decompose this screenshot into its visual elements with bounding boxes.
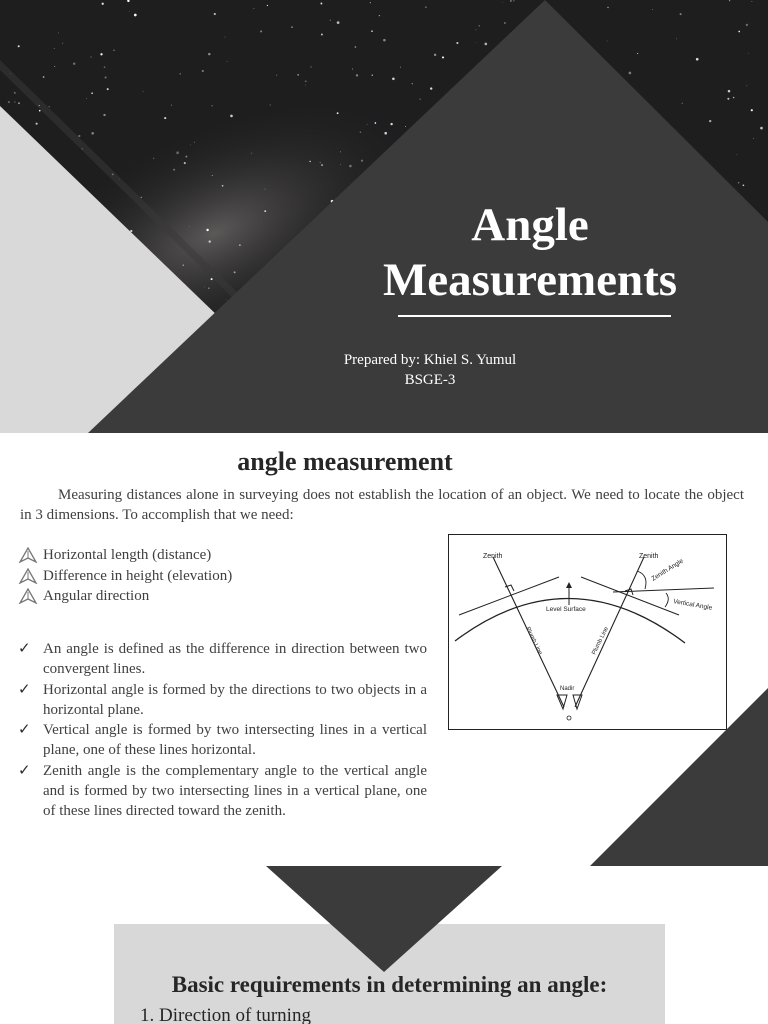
arrow-bullet-icon [18, 547, 38, 563]
checkmark-icon: ✓ [18, 762, 31, 779]
star [153, 158, 154, 159]
star [264, 210, 266, 212]
list-item [18, 586, 232, 607]
star [456, 42, 458, 44]
course: BSGE-3 [404, 372, 456, 388]
star [212, 175, 213, 176]
star [265, 189, 266, 190]
star [100, 53, 102, 55]
star [320, 162, 321, 163]
star [485, 43, 488, 46]
checkmark-icon: ✓ [18, 681, 31, 698]
list-item [16, 720, 427, 761]
list-item [16, 639, 427, 680]
star [309, 161, 310, 162]
star [349, 165, 352, 168]
star [58, 32, 59, 33]
star [90, 56, 91, 57]
star [340, 152, 341, 153]
list-item [16, 761, 427, 822]
star [209, 240, 211, 242]
star [134, 14, 137, 17]
need-item: Angular direction [43, 588, 150, 604]
star [390, 123, 392, 125]
needs-list [18, 545, 232, 607]
star [171, 105, 172, 106]
star [320, 3, 322, 5]
checkmark-icon: ✓ [18, 641, 31, 657]
star [367, 124, 368, 125]
star [43, 76, 45, 78]
star [130, 230, 132, 232]
star [73, 63, 75, 65]
star [384, 132, 387, 135]
plumb-line-right [575, 557, 644, 707]
star [371, 30, 373, 32]
star [420, 99, 421, 100]
star [753, 138, 754, 139]
star [746, 24, 748, 26]
star [728, 90, 731, 93]
star [104, 66, 106, 68]
star [355, 46, 357, 48]
star [291, 26, 293, 28]
star [105, 76, 107, 78]
need-item: Horizontal length (distance) [43, 547, 212, 563]
title-underline [398, 315, 671, 317]
angle-diagram [448, 534, 727, 730]
star [430, 87, 432, 89]
star [36, 123, 38, 125]
arrow-bullet-icon [18, 568, 38, 584]
star [260, 30, 262, 32]
requirement-item: 1. Direction of turning [140, 1005, 311, 1024]
checkmark-icon: ✓ [18, 722, 31, 739]
star [129, 11, 130, 12]
star [310, 66, 311, 67]
level-surface-label: Level Surface [546, 606, 586, 613]
star [737, 154, 738, 155]
star [182, 264, 184, 266]
star [727, 98, 729, 100]
star [276, 75, 277, 76]
star [412, 83, 413, 84]
star [676, 38, 677, 39]
star [189, 226, 190, 227]
star [729, 0, 730, 1]
star [234, 271, 236, 273]
star [91, 132, 94, 135]
star [204, 287, 205, 288]
star [372, 74, 373, 75]
star [267, 5, 268, 6]
star [652, 9, 653, 10]
star [164, 117, 166, 119]
star [206, 229, 208, 231]
star [184, 162, 186, 164]
star [502, 2, 503, 3]
star [227, 61, 228, 62]
star [208, 287, 210, 289]
star [375, 122, 377, 124]
star [15, 102, 16, 103]
zenith-right-label: Zenith [639, 553, 659, 560]
star [637, 53, 638, 54]
star [211, 278, 213, 280]
requirements-heading: Basic requirements in determining an angle: [171, 972, 608, 997]
star [305, 80, 307, 82]
content-slide [0, 433, 768, 1024]
star [751, 1, 752, 2]
star [18, 45, 20, 47]
star [190, 145, 191, 146]
star [442, 56, 444, 58]
star [14, 92, 16, 94]
star [434, 54, 436, 56]
star [214, 13, 216, 15]
star [352, 68, 353, 69]
star [54, 66, 55, 67]
star [738, 31, 740, 33]
star [733, 97, 735, 99]
star [222, 185, 224, 187]
star [270, 105, 271, 106]
star [230, 115, 233, 118]
star [305, 85, 306, 86]
star [208, 53, 210, 55]
star [748, 53, 749, 54]
plumb-right-label: Plumb Line [591, 626, 610, 656]
star [356, 74, 358, 76]
star [361, 160, 363, 162]
arrow-bullet-icon [18, 588, 38, 604]
star [321, 34, 323, 36]
star [211, 105, 212, 106]
definition-text: Vertical angle is formed by two intersecting lines in a vertical plane, one of these lines horizontal. [43, 722, 427, 759]
star [39, 110, 41, 112]
star [194, 142, 195, 143]
star [513, 0, 514, 1]
star [340, 164, 341, 165]
title-slide [0, 0, 768, 433]
star [102, 3, 104, 5]
star [91, 92, 93, 94]
star [226, 299, 227, 300]
list-item [16, 680, 427, 721]
star [476, 29, 477, 30]
prepared-by: Prepared by: Khiel S. Yumul [343, 352, 517, 368]
star [225, 37, 226, 38]
star [607, 41, 608, 42]
star [379, 15, 380, 16]
star [696, 58, 699, 61]
star [370, 2, 371, 3]
star [751, 109, 753, 111]
star [405, 126, 406, 127]
star [383, 39, 386, 42]
slide-heading: angle measurement [237, 447, 453, 476]
star [330, 20, 331, 21]
star [78, 135, 80, 137]
vertical-angle-label: Vertical Angle [672, 598, 713, 612]
star [746, 85, 747, 86]
intro-paragraph: Measuring distances alone in surveying does not establish the location of an object. We need to locate the object in 3 dimensions. To accomplish that we need: [20, 487, 744, 523]
star [629, 72, 632, 75]
star [113, 50, 114, 51]
star [504, 22, 506, 24]
star [360, 131, 361, 132]
star [400, 67, 401, 68]
title-line-1: Angle [471, 199, 589, 251]
star [478, 25, 479, 26]
star [202, 70, 204, 72]
list-item [18, 545, 232, 566]
star [176, 151, 179, 154]
star [185, 156, 187, 158]
title-line-2: Measurements [382, 254, 678, 306]
star [760, 127, 763, 130]
nadir-label: Nadir [560, 686, 575, 692]
star [179, 73, 180, 74]
star [143, 91, 144, 92]
star [743, 184, 745, 186]
star [738, 182, 739, 183]
list-item [18, 566, 232, 587]
star [682, 103, 683, 104]
plumb-left-label: Plumb Line [524, 626, 543, 656]
star [239, 244, 241, 246]
definition-text: Horizontal angle is formed by the directions to two objects in a horizontal plane. [43, 681, 427, 718]
zenith-left-label: Zenith [483, 553, 503, 560]
star [425, 7, 426, 8]
star [254, 8, 255, 9]
definition-text: An angle is defined as the difference in direction between two convergent lines. [43, 641, 427, 678]
star [86, 98, 87, 99]
star [54, 48, 55, 49]
star [62, 43, 63, 44]
star [297, 74, 298, 75]
star [510, 0, 512, 2]
star [709, 120, 711, 122]
star [251, 153, 252, 154]
star [103, 114, 105, 116]
star [475, 42, 476, 43]
star [8, 101, 10, 103]
requirements-box [114, 924, 665, 1024]
star [607, 7, 609, 9]
star [321, 164, 323, 166]
star [107, 88, 109, 90]
definitions-list [16, 639, 427, 822]
zenith-angle-label: Zenith Angle [650, 557, 685, 583]
star [337, 112, 339, 114]
need-item: Difference in height (elevation) [43, 567, 233, 584]
star [392, 78, 395, 81]
definition-text: Zenith angle is the complementary angle to the vertical angle and is formed by two intersecting lines in a vertical plane, one of these lines directed toward the zenith. [43, 762, 427, 820]
star [337, 21, 340, 24]
star [680, 13, 682, 15]
star [141, 197, 142, 198]
star [18, 102, 20, 104]
star [173, 169, 175, 171]
star [49, 106, 50, 107]
